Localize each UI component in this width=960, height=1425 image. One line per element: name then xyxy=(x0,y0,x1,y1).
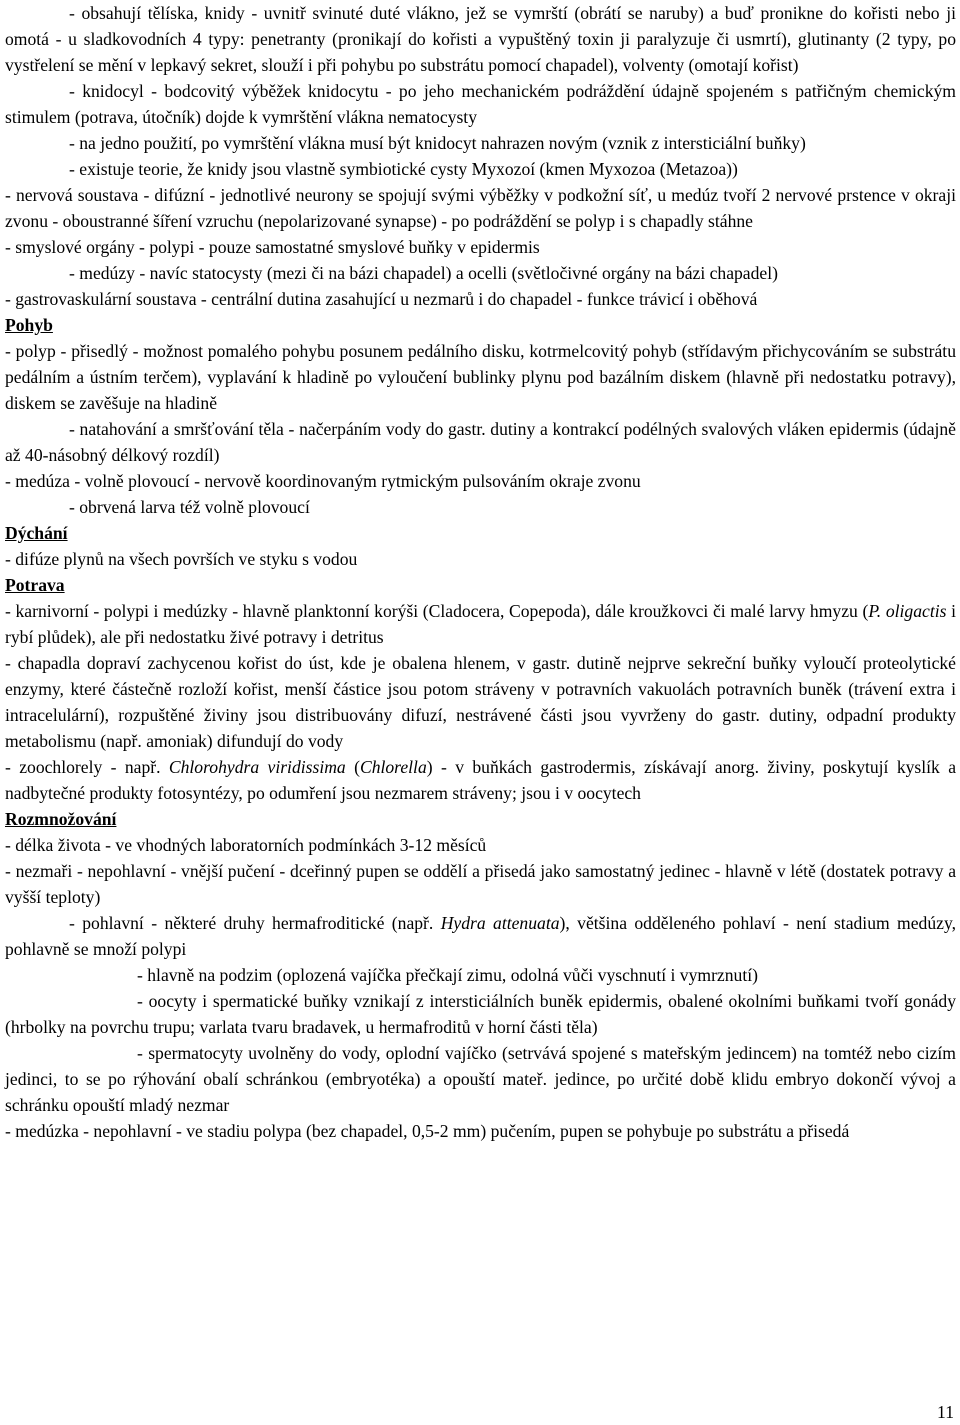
text-paragraph: - oocyty i spermatické buňky vznikají z intersticiálních buněk epidermis, obalené okolními buňkami tvoří gonády (hrbolky na povrchu trupu; varlata tvaru bradavek, u hermafroditů v horní části těla) xyxy=(5,991,956,1037)
text-paragraph: - gastrovaskulární soustava - centrální dutina zasahující u nezmarů i do chapadel - funkce trávicí i oběhová xyxy=(5,289,758,309)
text-paragraph: - obrvená larva též volně plovoucí xyxy=(69,497,310,517)
text-paragraph: - polyp - přisedlý - možnost pomalého pohybu posunem pedálního disku, kotrmelcovitý pohyb (střídavým přichycováním se substrátu pedálním a ústním terčem), vyplavání k hladině po vyloučení bublinky plynu pod bazálním diskem (hlavně při nedostatku potravy), diskem se zavěšuje na hladině xyxy=(5,341,956,413)
text-paragraph: - nervová soustava - difúzní - jednotlivé neurony se spojují svými výběžky v podkožní síť, u medúz tvoří 2 nervové prstence v okraji zvonu - oboustranné šíření vzruchu (nepolarizované synapse) - po podráždění se polyp i s chapadly stáhne xyxy=(5,185,956,231)
text-paragraph: - hlavně na podzim (oplozená vajíčka přečkají zimu, odolná vůči vyschnutí i vymrznutí) xyxy=(137,965,758,985)
section-heading: Dýchání xyxy=(5,523,68,543)
text-paragraph: - existuje teorie, že knidy jsou vlastně symbiotické cysty Myxozoí (kmen Myxozoa (Metazoa)) xyxy=(69,159,738,179)
section-heading: Potrava xyxy=(5,575,65,595)
text-paragraph: - medúza - volně plovoucí - nervově koordinovaným rytmickým pulsováním okraje zvonu xyxy=(5,471,641,491)
text-paragraph: - na jedno použití, po vymrštění vlákna musí být knidocyt nahrazen novým (vznik z intersticiální buňky) xyxy=(69,133,806,153)
text-paragraph: - délka života - ve vhodných laboratorních podmínkách 3-12 měsíců xyxy=(5,835,487,855)
text-paragraph: - spermatocyty uvolněny do vody, oplodní vajíčko (setrvává spojené s mateřským jedincem) na tomtéž nebo cizím jedinci, to se po rýhování obalí schránkou (embryotéka) a opouští mateř. jedince, po určité době klidu embryo dokončí vývoj a schránku opouští mladý nezmar xyxy=(5,1043,956,1115)
text-paragraph: - medúzy - navíc statocysty (mezi či na bázi chapadel) a ocelli (světločivné orgány na bázi chapadel) xyxy=(69,263,778,283)
text-paragraph: - karnivorní - polypi i medúzky - hlavně planktonní korýši (Cladocera, Copepoda), dále kroužkovci či malé larvy hmyzu (P. oligactis i rybí plůdek), ale při nedostatku živé potravy i detritus xyxy=(5,601,956,647)
text-paragraph: - pohlavní - některé druhy hermafroditické (např. Hydra attenuata), většina odděleného pohlaví - není stadium medúzy, pohlavně se množí polypi xyxy=(5,913,957,959)
text-paragraph: - chapadla dopraví zachycenou kořist do úst, kde je obalena hlenem, v gastr. dutině nejprve sekreční buňky vyloučí proteolytické enzymy, které částečně rozloží kořist, menší částice jsou potom stráveny v potravních vakuolách potravních buněk (trávení extra i intracelulární), rozpuštěné živiny jsou distribuovány difuzí, nestrávené části jsou vyvrženy do gastr. dutiny, odpadní produkty metabolismu (např. amoniak) difundují do vody xyxy=(5,653,956,751)
text-paragraph: - nezmaři - nepohlavní - vnější pučení - dceřinný pupen se oddělí a přisedá jako samostatný jedinec - hlavně v létě (dostatek potravy a vyšší teploty) xyxy=(5,861,956,907)
section-heading: Rozmnožování xyxy=(5,809,117,829)
text-paragraph: - obsahují tělíska, knidy - uvnitř svinuté duté vlákno, jež se vymrští (obrátí se naruby) a buď pronikne do kořisti nebo ji omotá - u sladkovodních 4 typy: penetranty (pronikají do kořisti a vypuštěný toxin ji paralyzuje či usmrtí), glutinanty (2 typy, po vystřelení se mění v lepkavý sekret, slouží i při pohybu po substrátu pomocí chapadel), volventy (omotají kořist) xyxy=(5,3,956,75)
text-paragraph: - zoochlorely - např. Chlorohydra viridissima (Chlorella) - v buňkách gastrodermis, získávají anorg. živiny, poskytují kyslík a nadbytečné produkty fotosyntézy, po odumření jsou nezmarem stráveny; jsou i v oocytech xyxy=(5,757,956,803)
text-paragraph: - knidocyl - bodcovitý výběžek knidocytu - po jeho mechanickém podráždění údajně spojeném s patřičným chemickým stimulem (potrava, útočník) dojde k vymrštění vlákna nematocysty xyxy=(5,81,956,127)
text-paragraph: - difúze plynů na všech površích ve styku s vodou xyxy=(5,549,358,569)
text-paragraph: - natahování a smršťování těla - načerpáním vody do gastr. dutiny a kontrakcí podélných svalových vláken epidermis (údajně až 40-násobný délkový rozdíl) xyxy=(5,419,956,465)
section-heading: Pohyb xyxy=(5,315,53,335)
page-number: 11 xyxy=(937,1402,954,1422)
text-paragraph: - medúzka - nepohlavní - ve stadiu polypa (bez chapadel, 0,5-2 mm) pučením, pupen se pohybuje po substrátu a přisedá xyxy=(5,1121,850,1141)
text-paragraph: - smyslové orgány - polypi - pouze samostatné smyslové buňky v epidermis xyxy=(5,237,540,257)
